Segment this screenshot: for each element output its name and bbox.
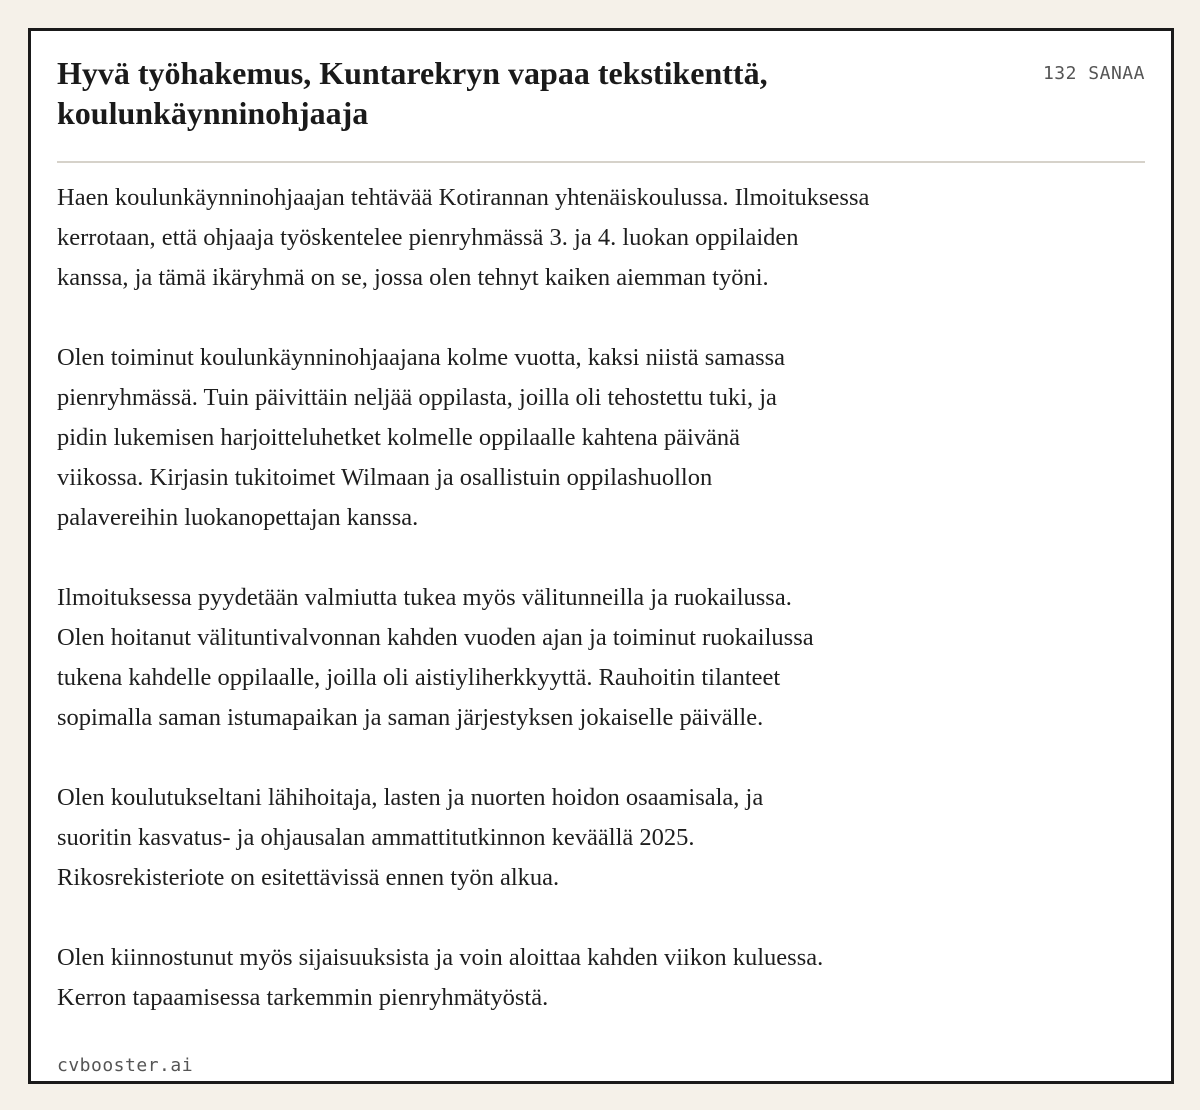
document-card <box>28 28 1174 1084</box>
paragraph-2: Olen toiminut koulunkäynninohjaajana kolme vuotta, kaksi niistä samassa pienryhmässä. Tuin päivittäin neljää oppilasta, joilla oli tehostettu tuki, ja pidin lukemisen harjoitteluhetket kolmelle oppilaalle kahtena päivänä viikossa. Kirjasin tukitoimet Wilmaan ja osallistuin oppilashuollon palavereihin luokanopettajan kanssa. <box>57 344 786 531</box>
footer-brand: cvbooster.ai <box>57 1055 194 1076</box>
paragraph-4: Olen koulutukseltani lähihoitaja, lasten ja nuorten hoidon osaamisala, ja suoritin kasvatus- ja ohjausalan ammattitutkinnon keväällä 2025. Rikosrekisteriote on esitettävissä ennen työn alkua. <box>57 784 764 891</box>
word-count-label: 132 SANAA <box>1042 63 1145 84</box>
paragraph-5: Olen kiinnostunut myös sijaisuuksista ja voin aloittaa kahden viikon kuluessa. Kerron tapaamisessa tarkemmin pienryhmätyöstä. <box>57 944 824 1011</box>
application-text <box>57 178 1097 1058</box>
document-title: Hyvä työhakemus, Kuntarekryn vapaa tekstikenttä, koulunkäynninohjaaja <box>57 55 768 131</box>
document-header <box>57 51 1145 163</box>
paragraph-1: Haen koulunkäynninohjaajan tehtävää Kotirannan yhtenäiskoulussa. Ilmoituksessa kerrotaan, että ohjaaja työskentelee pienryhmässä 3. ja 4. luokan oppilaiden kanssa, ja tämä ikäryhmä on se, jossa olen tehnyt kaiken aiemman työni. <box>57 184 870 291</box>
paragraph-3: Ilmoituksessa pyydetään valmiutta tukea myös välitunneilla ja ruokailussa. Olen hoitanut välituntivalvonnan kahden vuoden ajan ja toiminut ruokailussa tukena kahdelle oppilaalle, joilla oli aistiyliherkkyyttä. Rauhoitin tilanteet sopimalla saman istumapaikan ja saman järjestyksen jokaiselle päivälle. <box>57 584 814 731</box>
